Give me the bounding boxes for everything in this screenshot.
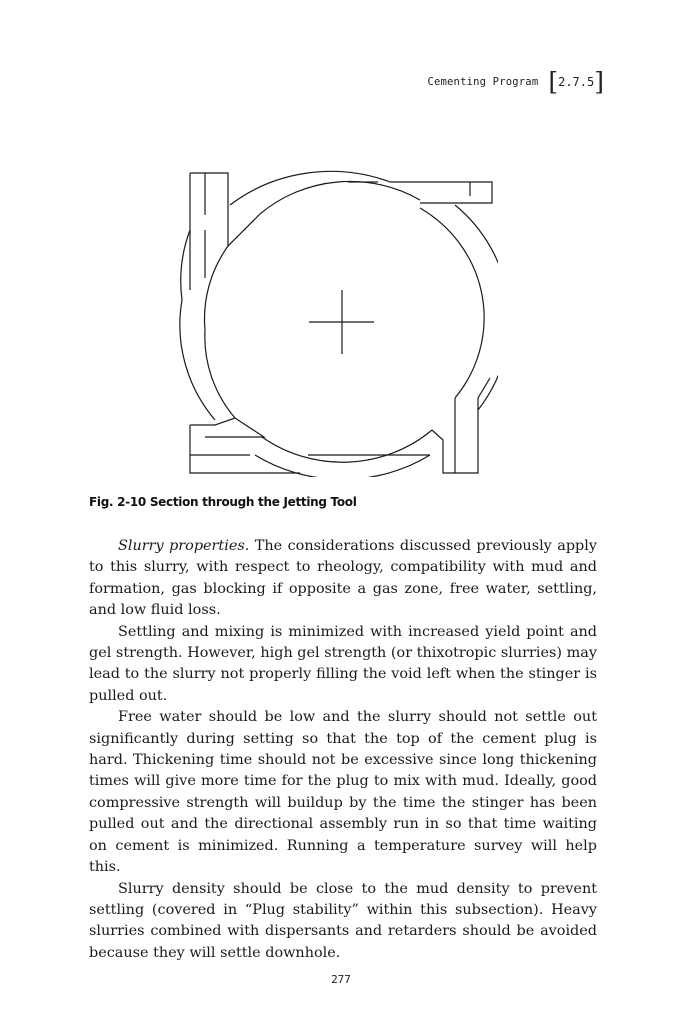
jet-bottom-right <box>432 378 490 473</box>
center-cross-icon <box>309 290 374 354</box>
section-number: 2.7.5 <box>558 75 595 89</box>
jet-bottom-left <box>190 418 430 473</box>
inner-arc-bottom <box>262 430 432 462</box>
inner-arc-right <box>420 208 484 398</box>
paragraph-text: The considerations discussed previously apply to this slurry, with respect to rheology, compatibility with mud and formation, gas blocking if opposite a gas zone, free water, settling, and low fluid loss. <box>89 538 598 619</box>
chapter-title: Cementing Program <box>427 76 539 88</box>
inner-arc-top <box>260 181 420 214</box>
paragraph-settling-mixing: Settling and mixing is minimized with increased yield point and gel strength. However, high gel strength (or thixotropic slurries) may lead to the slurry not properly filling the void left when the stinger is pulled out. <box>89 623 597 704</box>
left-bracket-icon: [ <box>548 67 559 96</box>
body-text <box>89 536 597 964</box>
figure-caption: Fig. 2-10 Section through the Jetting Tool <box>89 495 357 509</box>
jet-top-left <box>190 173 260 290</box>
right-bracket-icon: ] <box>594 67 604 96</box>
paragraph-slurry-properties <box>89 536 597 622</box>
paragraph-free-water: Free water should be low and the slurry should not settle out significantly during setting so that the top of the cement plug is hard. Thickening time should not be excessive since long thickening times will give more time for the plug to mix with mud. Ideally, good compressive strength will buildup by the time the stinger has been pulled out and the directional assembly run in so that time waiting on cement is minimized. Running a temperature survey will help this. <box>89 709 597 876</box>
outer-arc-top <box>230 171 390 205</box>
jetting-tool-diagram <box>176 165 498 477</box>
outer-arc-left <box>180 230 215 420</box>
inner-arc-left <box>205 246 235 418</box>
running-header <box>427 67 604 96</box>
outer-arc-bottom <box>255 455 430 477</box>
run-in-heading: Slurry properties. <box>118 538 250 554</box>
outer-arc-right <box>455 205 498 410</box>
section-number-box <box>548 67 604 96</box>
paragraph-slurry-density: Slurry density should be close to the mud density to prevent settling (covered in “Plug stability” within this subsection). Heavy slurries combined with dispersants and retarders should be avoided because they will settle downhole. <box>89 880 597 961</box>
page-number: 277 <box>331 973 351 986</box>
